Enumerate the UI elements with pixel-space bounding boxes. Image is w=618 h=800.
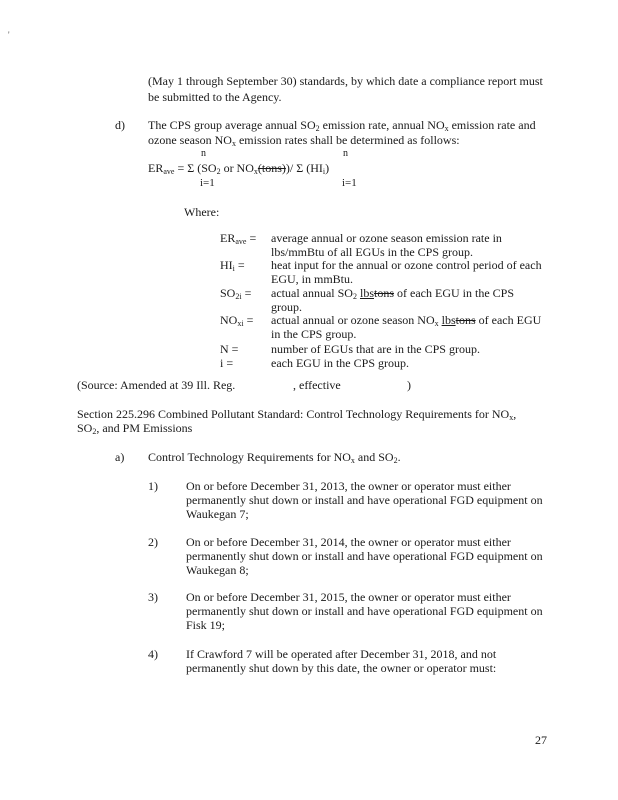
item-1-line-1: On or before December 31, 2013, the owner or operator must either — [186, 479, 511, 493]
def-so2-line-1: actual annual $SO_2$ lbstons of each EGU in the CPS — [271, 286, 514, 301]
item-3-line-1: On or before December 31, 2015, the owner or operator must either — [186, 590, 511, 604]
def-hi-line-1: heat input for the annual or ozone control period of each — [271, 258, 542, 272]
item-2-line-3: Waukegan 8; — [186, 563, 249, 577]
def-nox-symbol: $NO_{xi}$ = — [220, 313, 254, 328]
item-4-line-2: permanently shut down by this date, the owner or operator must: — [186, 661, 497, 675]
def-nox-line-2: in the CPS group. — [271, 327, 357, 341]
item-3-number: 3) — [148, 590, 158, 604]
def-i-line-1: each EGU in the CPS group. — [271, 356, 409, 370]
def-n-symbol: N = — [220, 342, 239, 356]
formula-n-top-2: n — [343, 148, 348, 159]
corner-mark: ' — [8, 30, 10, 40]
def-hi-line-2: EGU, in mmBtu. — [271, 272, 354, 286]
item-1-number: 1) — [148, 479, 158, 493]
para-a-label: a) — [115, 450, 125, 464]
para-d-line-2: ozone season $NO_x$ emission rates shall be determined as follows: — [148, 133, 460, 148]
item-1-line-3: Waukegan 7; — [186, 507, 249, 521]
intro-line-2: be submitted to the Agency. — [148, 90, 282, 104]
where-label: Where: — [184, 205, 220, 219]
formula: $ER_{ave} = \Sigma$ ($SO_2$ or $NO_x(tons))/$ Σ $(HI_i)$ — [148, 161, 330, 176]
formula-bottom-1: i=1 — [200, 177, 215, 189]
source-close: ) — [407, 378, 411, 392]
intro-line-1: (May 1 through September 30) standards, by which date a compliance report must — [148, 74, 543, 88]
def-er-line-1: average annual or ozone season emission rate in — [271, 231, 502, 245]
para-d-label: d) — [115, 118, 125, 132]
para-a-text: Control Technology Requirements for $NO_x$ and $SO_2$. — [148, 450, 401, 465]
item-3-line-3: Fisk 19; — [186, 618, 226, 632]
def-so2-symbol: $SO_{2i}$ = — [220, 286, 252, 301]
source-note: (Source: Amended at 39 Ill. Reg. — [77, 378, 236, 392]
item-2-line-2: permanently shut down or install and have operational FGD equipment on — [186, 549, 543, 563]
def-i-symbol: i = — [220, 356, 234, 370]
item-2-line-1: On or before December 31, 2014, the owner or operator must either — [186, 535, 511, 549]
source-effective: , effective — [293, 378, 341, 392]
formula-bottom-2: i=1 — [342, 177, 357, 189]
section-heading-line-1: Section 225.296 Combined Pollutant Standard: Control Technology Requirements for $NO_x$, — [77, 407, 517, 422]
para-d-line-1: The CPS group average annual $SO_2$ emission rate, annual $NO_x$ emission rate and — [148, 118, 536, 133]
def-er-symbol: $ER_{ave}$ = — [220, 231, 257, 246]
item-1-line-2: permanently shut down or install and have operational FGD equipment on — [186, 493, 543, 507]
item-2-number: 2) — [148, 535, 158, 549]
formula-n-top-1: n — [201, 148, 206, 159]
page-number: 27 — [535, 733, 547, 747]
def-so2-line-2: group. — [271, 300, 302, 314]
item-3-line-2: permanently shut down or install and have operational FGD equipment on — [186, 604, 543, 618]
def-n-line-1: number of EGUs that are in the CPS group. — [271, 342, 480, 356]
def-nox-line-1: actual annual or ozone season $NO_x$ lbstons of each EGU — [271, 313, 542, 328]
item-4-number: 4) — [148, 647, 158, 661]
section-heading-line-2: $SO_2$, and PM Emissions — [77, 421, 193, 436]
def-er-line-2: lbs/mmBtu of all EGUs in the CPS group. — [271, 245, 474, 259]
item-4-line-1: If Crawford 7 will be operated after December 31, 2018, and not — [186, 647, 497, 661]
def-hi-symbol: $HI_i$ = — [220, 258, 245, 273]
